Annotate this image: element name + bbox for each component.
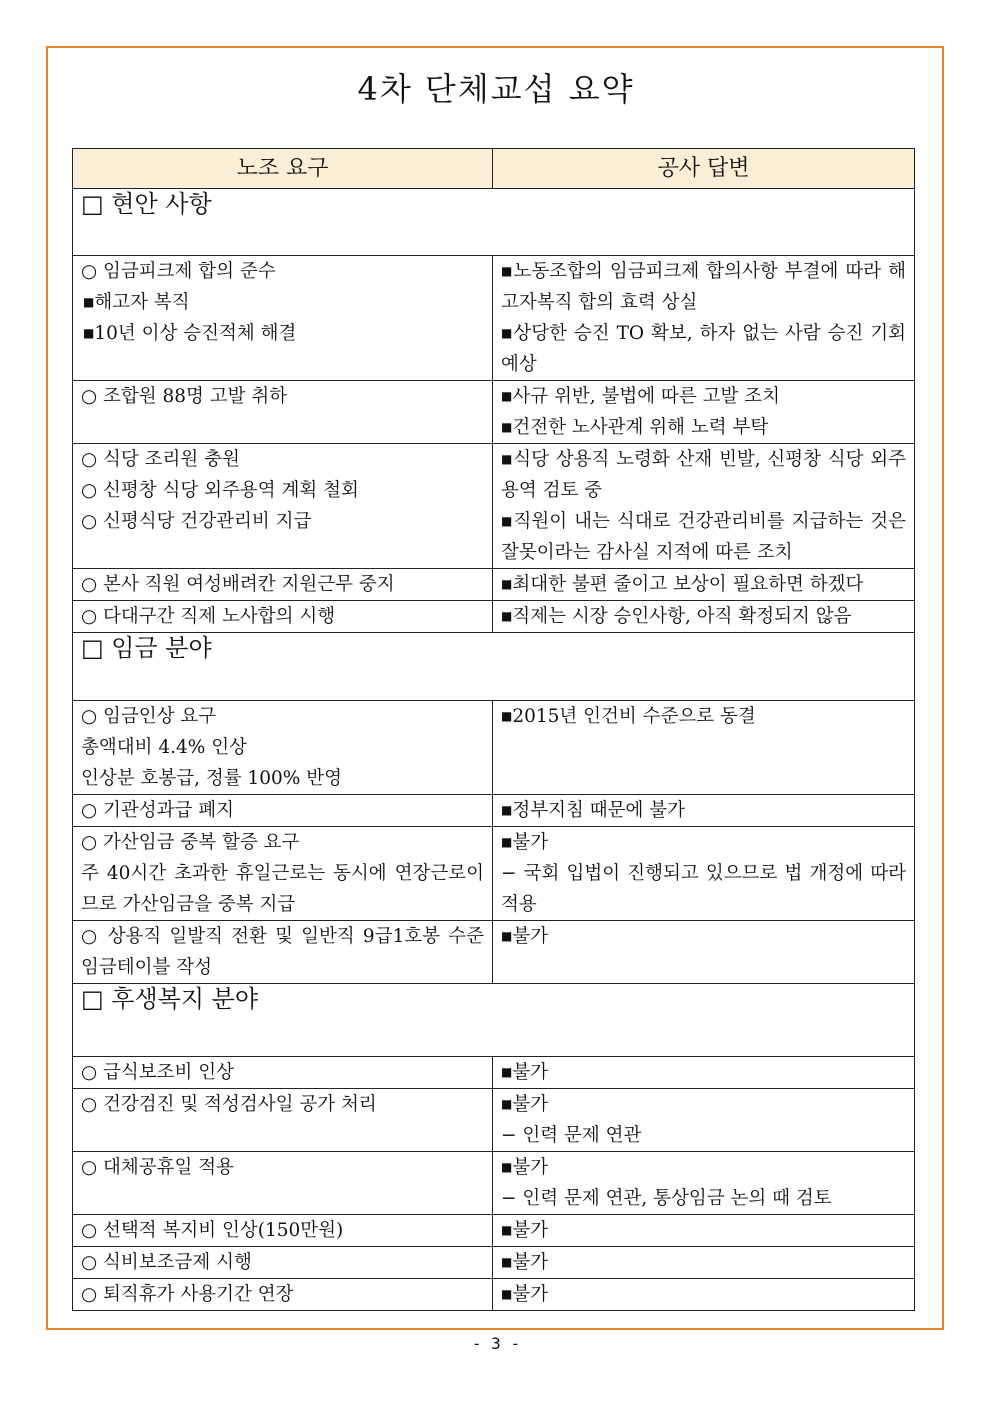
union-demand-cell	[73, 1089, 493, 1152]
demand-line: ○ 대체공휴일 적용	[81, 1157, 235, 1178]
square-bullet-icon: ■	[83, 295, 95, 309]
company-answer-cell	[493, 795, 915, 827]
answer-line: ■불가	[501, 1252, 549, 1273]
header-company-answer: 공사 답변	[493, 149, 915, 189]
company-answer-cell	[493, 1279, 915, 1311]
union-demand-cell	[73, 795, 493, 827]
union-demand-cell	[73, 921, 493, 984]
company-answer-cell	[493, 921, 915, 984]
demand-line: ○ 상용직 일발직 전환 및 일반직 9급1호봉 수준 임금테이블 작성	[81, 926, 484, 978]
demand-line: ○ 식당 조리원 충원	[81, 449, 240, 470]
answer-line: ■2015년 인건비 수준으로 동결	[501, 706, 756, 727]
square-bullet-icon: ■	[501, 389, 513, 403]
answer-line: ■직원이 내는 식대로 건강관리비를 지급하는 것은 잘못이라는 감사실 지적에 따른 조치	[501, 511, 906, 563]
demand-line: 주 40시간 초과한 휴일근로는 동시에 연장근로이므로 가산임금을 중복 지급	[81, 863, 484, 915]
section-heading: □ 후생복지 분야	[73, 984, 915, 1057]
union-demand-cell	[73, 1152, 493, 1215]
demand-line: ○ 가산임금 중복 할증 요구	[81, 832, 300, 853]
table-row	[73, 601, 915, 633]
demand-line: 총액대비 4.4% 인상	[81, 737, 247, 758]
union-demand-cell	[73, 1215, 493, 1247]
company-answer-cell	[493, 256, 915, 381]
company-answer-cell	[493, 1057, 915, 1089]
document-title: 4차 단체교섭 요약	[357, 70, 635, 108]
demand-line: ○ 본사 직원 여성배려칸 지원근무 중지	[81, 574, 395, 595]
square-bullet-icon: ■	[501, 1287, 513, 1301]
demand-line: ○ 임금피크제 합의 준수	[81, 261, 276, 282]
company-answer-cell	[493, 601, 915, 633]
answer-line: ■불가	[501, 1062, 549, 1083]
table-body	[73, 189, 915, 1311]
demand-line: ○ 임금인상 요구	[81, 706, 217, 727]
square-bullet-icon: ■	[501, 514, 514, 528]
section-heading: □ 임금 분야	[73, 633, 915, 701]
company-answer-cell	[493, 381, 915, 444]
square-bullet-icon: ■	[501, 452, 514, 466]
answer-line: − 국회 입법이 진행되고 있으므로 법 개정에 따라 적용	[501, 863, 906, 915]
table-row	[73, 1089, 915, 1152]
square-bullet-icon: ■	[501, 929, 513, 943]
company-answer-cell	[493, 444, 915, 569]
table-row	[73, 1152, 915, 1215]
demand-line: 인상분 호봉급, 정률 100% 반영	[81, 768, 343, 789]
union-demand-cell	[73, 381, 493, 444]
company-answer-cell	[493, 1215, 915, 1247]
union-demand-cell	[73, 256, 493, 381]
table-row	[73, 1279, 915, 1311]
company-answer-cell	[493, 1152, 915, 1215]
answer-line: ■불가	[501, 832, 549, 853]
table-row	[73, 827, 915, 921]
company-answer-cell	[493, 827, 915, 921]
table-row	[73, 1215, 915, 1247]
answer-line: − 인력 문제 연관	[501, 1125, 642, 1146]
header-union-demand: 노조 요구	[73, 149, 493, 189]
demand-line: ○ 기관성과급 폐지	[81, 800, 235, 821]
demand-line: ○ 식비보조금제 시행	[81, 1252, 252, 1273]
answer-line: ■사규 위반, 불법에 따른 고발 조치	[501, 386, 780, 407]
demand-line: ○ 다대구간 직제 노사합의 시행	[81, 606, 336, 627]
answer-line: ■최대한 불편 줄이고 보상이 필요하면 하겠다	[501, 574, 864, 595]
section-heading-row	[73, 189, 915, 256]
square-bullet-icon: ■	[83, 326, 95, 340]
answer-line: ■불가	[501, 926, 549, 947]
union-demand-cell	[73, 1057, 493, 1089]
square-bullet-icon: ■	[501, 326, 514, 340]
section-heading-row	[73, 633, 915, 701]
table-row	[73, 381, 915, 444]
company-answer-cell	[493, 701, 915, 795]
square-bullet-icon: ■	[501, 1065, 513, 1079]
table-header-row	[73, 149, 915, 189]
union-demand-cell	[73, 601, 493, 633]
answer-line: − 인력 문제 연관, 통상임금 논의 때 검토	[501, 1188, 832, 1209]
answer-line: ■식당 상용직 노령화 산재 빈발, 신평창 식당 외주용역 검토 중	[501, 449, 906, 501]
table-row	[73, 1057, 915, 1089]
table-row	[73, 921, 915, 984]
union-demand-cell	[73, 701, 493, 795]
union-demand-cell	[73, 569, 493, 601]
union-demand-cell	[73, 827, 493, 921]
demand-line: ○ 신평식당 건강관리비 지급	[81, 511, 312, 532]
company-answer-cell	[493, 569, 915, 601]
page-number: - 3 -	[471, 1334, 521, 1353]
answer-line: ■상당한 승진 TO 확보, 하자 없는 사람 승진 기회 예상	[501, 323, 906, 375]
demand-line: ■해고자 복직	[83, 292, 190, 313]
table-row	[73, 701, 915, 795]
section-heading: □ 현안 사항	[73, 189, 915, 256]
square-bullet-icon: ■	[501, 264, 514, 278]
answer-line: ■정부지침 때문에 불가	[501, 800, 685, 821]
table-row	[73, 256, 915, 381]
demand-line: ○ 선택적 복지비 인상(150만원)	[81, 1220, 344, 1241]
square-bullet-icon: ■	[501, 1255, 513, 1269]
square-bullet-icon: ■	[501, 577, 513, 591]
table-row	[73, 1247, 915, 1279]
union-demand-cell	[73, 1247, 493, 1279]
demand-line: ■10년 이상 승진적체 해결	[83, 323, 297, 344]
answer-line: ■노동조합의 임금피크제 합의사항 부결에 따라 해고자복직 합의 효력 상실	[501, 261, 906, 313]
company-answer-cell	[493, 1089, 915, 1152]
square-bullet-icon: ■	[501, 1223, 513, 1237]
answer-line: ■불가	[501, 1157, 549, 1178]
answer-line: ■직제는 시장 승인사항, 아직 확정되지 않음	[501, 606, 852, 627]
section-heading-row	[73, 984, 915, 1057]
square-bullet-icon: ■	[501, 609, 513, 623]
square-bullet-icon: ■	[501, 835, 513, 849]
demand-line: ○ 건강검진 및 적성검사일 공가 처리	[81, 1094, 377, 1115]
union-demand-cell	[73, 1279, 493, 1311]
square-bullet-icon: ■	[501, 709, 513, 723]
square-bullet-icon: ■	[501, 803, 513, 817]
demand-line: ○ 퇴직휴가 사용기간 연장	[81, 1284, 294, 1305]
answer-line: ■건전한 노사관계 위해 노력 부탁	[501, 417, 769, 438]
demand-line: ○ 급식보조비 인상	[81, 1062, 235, 1083]
answer-line: ■불가	[501, 1094, 549, 1115]
square-bullet-icon: ■	[501, 1097, 513, 1111]
table-row	[73, 444, 915, 569]
table-row	[73, 569, 915, 601]
square-bullet-icon: ■	[501, 1160, 513, 1174]
square-bullet-icon: ■	[501, 420, 513, 434]
table-row	[73, 795, 915, 827]
union-demand-cell	[73, 444, 493, 569]
answer-line: ■불가	[501, 1220, 549, 1241]
demand-line: ○ 조합원 88명 고발 취하	[81, 386, 288, 407]
summary-table	[72, 148, 915, 1311]
demand-line: ○ 신평창 식당 외주용역 계획 철회	[81, 480, 359, 501]
answer-line: ■불가	[501, 1284, 549, 1305]
company-answer-cell	[493, 1247, 915, 1279]
